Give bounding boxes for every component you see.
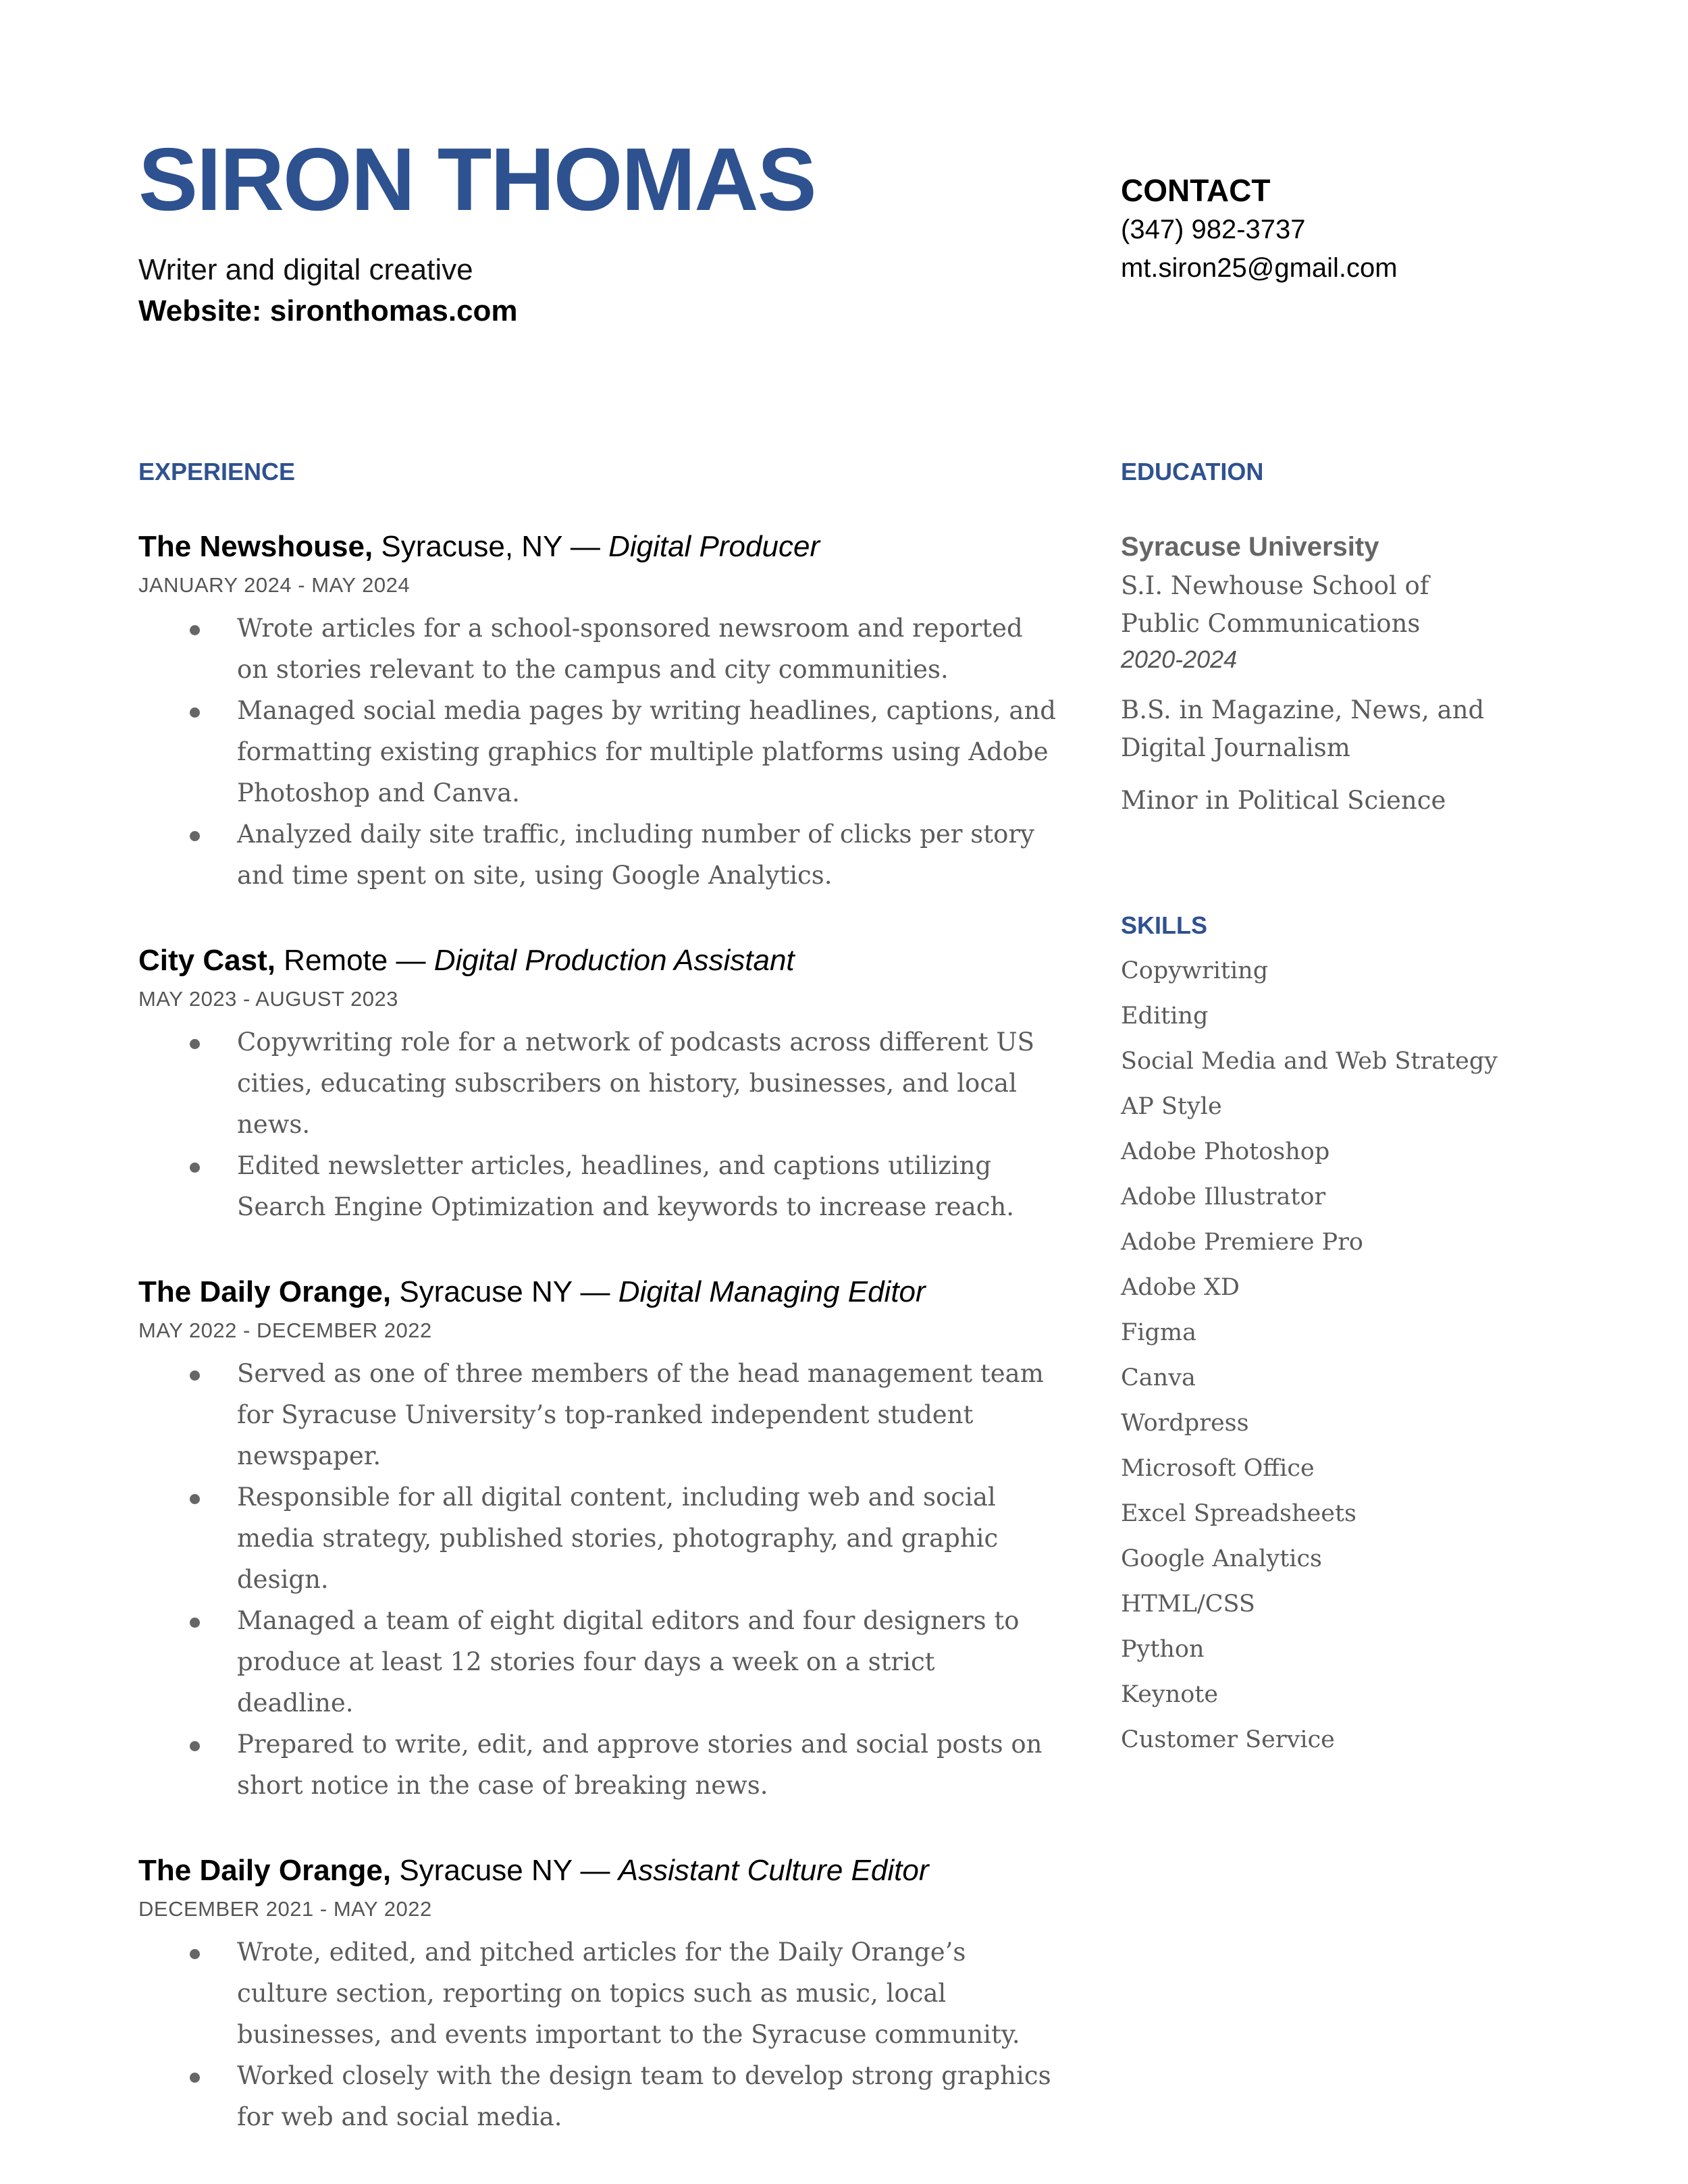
education-minor: Minor in Political Science bbox=[1121, 786, 1446, 815]
bullet-dot-icon bbox=[190, 1741, 200, 1751]
job-bullet bbox=[138, 1021, 1057, 1145]
contact-email[interactable]: mt.siron25@gmail.com bbox=[1121, 253, 1398, 283]
job-bullet bbox=[138, 814, 1057, 896]
contact-phone[interactable]: (347) 982-3737 bbox=[1121, 215, 1306, 244]
skill-item: Python bbox=[1121, 1636, 1205, 1663]
contact-block bbox=[1121, 170, 1398, 288]
bullet-dot-icon bbox=[190, 708, 200, 718]
job-organization: The Daily Orange, bbox=[138, 1854, 392, 1887]
job-bullet bbox=[138, 2055, 1057, 2137]
job-bullet-list bbox=[138, 1932, 1057, 2137]
job-bullet-text: Worked closely with the design team to develop strong graphics for web and social media. bbox=[237, 2061, 1051, 2131]
job-bullet bbox=[138, 1932, 1057, 2055]
education-section bbox=[1121, 527, 1607, 820]
job-bullet-text: Wrote, edited, and pitched articles for the Daily Orange’s culture section, reporting on topics such as music, local businesses, and events important to the Syracuse community. bbox=[237, 1938, 1020, 2049]
job-location: Syracuse NY — bbox=[391, 1854, 618, 1887]
experience-entry bbox=[138, 940, 1057, 1227]
skill-item: Wordpress bbox=[1121, 1410, 1249, 1437]
job-bullet bbox=[138, 1145, 1057, 1227]
job-bullet bbox=[138, 1724, 1057, 1806]
bullet-dot-icon bbox=[190, 1949, 200, 1959]
job-dates: MAY 2023 - AUGUST 2023 bbox=[138, 987, 398, 1011]
job-bullet-text: Served as one of three members of the head management team for Syracuse University’s top-ranked independent student newspaper. bbox=[237, 1359, 1044, 1470]
skill-item: Adobe XD bbox=[1121, 1274, 1240, 1301]
education-school: Syracuse University bbox=[1121, 532, 1379, 562]
education-degree-line-2: Digital Journalism bbox=[1121, 733, 1350, 762]
tagline: Writer and digital creative bbox=[138, 253, 473, 286]
job-bullet bbox=[138, 1353, 1057, 1476]
job-bullet-text: Analyzed daily site traffic, including number of clicks per story and time spent on site, using Google Analytics. bbox=[237, 820, 1034, 890]
job-dates: MAY 2022 - DECEMBER 2022 bbox=[138, 1319, 432, 1342]
education-heading: EDUCATION bbox=[1121, 458, 1264, 485]
skill-item: Keynote bbox=[1121, 1681, 1219, 1708]
job-bullet bbox=[138, 1476, 1057, 1600]
skill-item: Figma bbox=[1121, 1319, 1196, 1346]
job-bullet-text: Managed social media pages by writing headlines, captions, and formatting existing graphics for multiple platforms using Adobe Photoshop and Canva. bbox=[237, 696, 1056, 807]
skill-item: Google Analytics bbox=[1121, 1545, 1323, 1572]
job-bullet-list bbox=[138, 608, 1057, 896]
job-role: Digital Producer bbox=[608, 530, 820, 563]
bullet-dot-icon bbox=[190, 1039, 200, 1049]
education-years: 2020-2024 bbox=[1121, 645, 1238, 673]
education-college-line-1: S.I. Newhouse School of bbox=[1121, 571, 1429, 600]
job-bullet-list bbox=[138, 1021, 1057, 1227]
bullet-dot-icon bbox=[190, 625, 200, 635]
contact-heading: CONTACT bbox=[1121, 173, 1271, 208]
website-line[interactable]: Website: sironthomas.com bbox=[138, 294, 518, 327]
education-college-line-2: Public Communications bbox=[1121, 609, 1421, 638]
job-bullet-text: Responsible for all digital content, including web and social media strategy, published stories, photography, and graphic design. bbox=[237, 1483, 999, 1594]
job-bullet-text: Edited newsletter articles, headlines, and captions utilizing Search Engine Optimization and keywords to increase reach. bbox=[237, 1151, 1015, 1221]
skill-item: Adobe Premiere Pro bbox=[1121, 1229, 1364, 1256]
job-title-line bbox=[138, 1272, 1057, 1312]
skill-item: Adobe Photoshop bbox=[1121, 1138, 1330, 1165]
job-dates: JANUARY 2024 - MAY 2024 bbox=[138, 573, 411, 597]
job-dates: DECEMBER 2021 - MAY 2022 bbox=[138, 1897, 432, 1921]
job-location: Remote — bbox=[275, 944, 434, 977]
skill-item: Social Media and Web Strategy bbox=[1121, 1048, 1498, 1075]
skills-heading: SKILLS bbox=[1121, 911, 1208, 939]
job-role: Digital Managing Editor bbox=[618, 1275, 926, 1308]
job-title-line bbox=[138, 1850, 1057, 1891]
job-role: Digital Production Assistant bbox=[433, 944, 795, 977]
resume-name: SIRON THOMAS bbox=[138, 130, 816, 229]
job-bullet-list bbox=[138, 1353, 1057, 1806]
experience-heading: EXPERIENCE bbox=[138, 458, 296, 485]
education-degree-line-1: B.S. in Magazine, News, and bbox=[1121, 695, 1485, 724]
bullet-dot-icon bbox=[190, 1370, 200, 1381]
job-organization: The Newshouse, bbox=[138, 530, 373, 563]
experience-entry bbox=[138, 527, 1057, 896]
job-location: Syracuse, NY — bbox=[373, 530, 609, 563]
skills-list bbox=[1121, 949, 1498, 1763]
experience-section bbox=[138, 527, 1057, 2182]
skill-item: Customer Service bbox=[1121, 1726, 1335, 1753]
skill-item: Adobe Illustrator bbox=[1121, 1183, 1326, 1210]
job-bullet-text: Copywriting role for a network of podcasts across different US cities, educating subscribers on history, businesses, and local news. bbox=[237, 1028, 1034, 1139]
bullet-dot-icon bbox=[190, 1163, 200, 1173]
job-organization: City Cast, bbox=[138, 944, 275, 977]
job-location: Syracuse NY — bbox=[391, 1275, 618, 1308]
job-bullet-text: Prepared to write, edit, and approve stories and social posts on short notice in the case of breaking news. bbox=[237, 1730, 1043, 1800]
skill-item: Editing bbox=[1121, 1003, 1209, 1030]
bullet-dot-icon bbox=[190, 1494, 200, 1504]
experience-entry bbox=[138, 1272, 1057, 1806]
job-bullet bbox=[138, 608, 1057, 690]
skill-item: AP Style bbox=[1121, 1093, 1222, 1120]
job-organization: The Daily Orange, bbox=[138, 1275, 392, 1308]
bullet-dot-icon bbox=[190, 1618, 200, 1628]
bullet-dot-icon bbox=[190, 831, 200, 841]
skill-item: Canva bbox=[1121, 1364, 1196, 1391]
job-title-line bbox=[138, 940, 1057, 981]
experience-entry bbox=[138, 1850, 1057, 2137]
job-bullet-text: Wrote articles for a school-sponsored newsroom and reported on stories relevant to the campus and city communities. bbox=[237, 614, 1023, 684]
job-bullet bbox=[138, 690, 1057, 814]
job-bullet bbox=[138, 1600, 1057, 1724]
bullet-dot-icon bbox=[190, 2073, 200, 2083]
skill-item: Copywriting bbox=[1121, 957, 1269, 984]
job-bullet-text: Managed a team of eight digital editors and four designers to produce at least 12 stories four days a week on a strict deadline. bbox=[237, 1606, 1020, 1717]
job-role: Assistant Culture Editor bbox=[618, 1854, 929, 1887]
skill-item: Excel Spreadsheets bbox=[1121, 1500, 1356, 1527]
skill-item: HTML/CSS bbox=[1121, 1591, 1255, 1618]
skill-item: Microsoft Office bbox=[1121, 1455, 1315, 1482]
job-title-line bbox=[138, 527, 1057, 567]
